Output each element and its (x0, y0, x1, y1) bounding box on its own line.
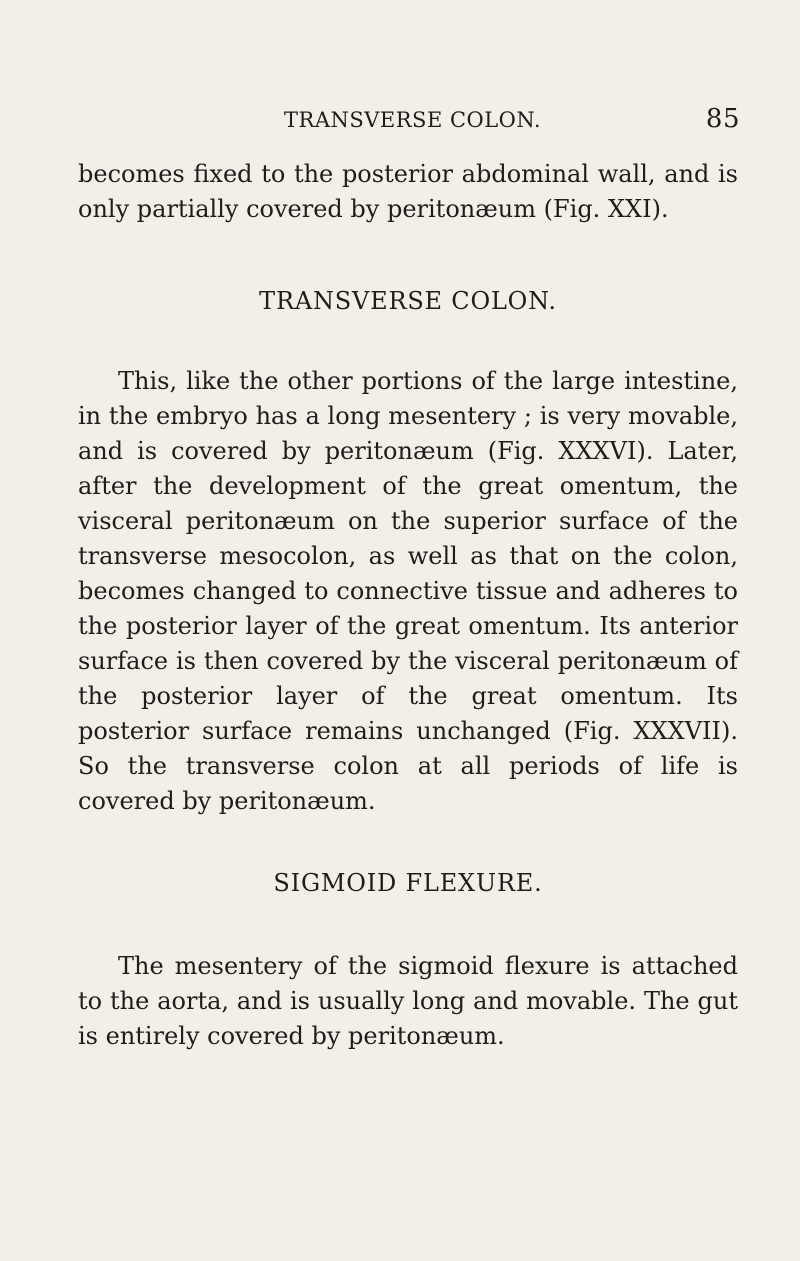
running-head (284, 104, 740, 144)
section-heading-transverse-colon: TRANSVERSE COLON. (259, 287, 557, 315)
paragraph-text: The mesentery of the sigmoid flexure is attached to the aorta, and is usually long and movable. The gut is entirely covered by peritonæum. (78, 952, 738, 1050)
running-head-title: TRANSVERSE COLON. (284, 108, 542, 132)
paragraph-transverse-colon (78, 364, 738, 819)
paragraph-sigmoid-flexure (78, 949, 738, 1054)
paragraph-intro (78, 157, 738, 227)
page-number: 85 (705, 104, 740, 134)
paragraph-text: becomes fixed to the posterior abdominal wall, and is only partially covered by peritonæum (Fig. XXI). (78, 160, 738, 223)
section-heading-sigmoid-flexure: SIGMOID FLEXURE. (273, 869, 543, 897)
paragraph-text: This, like the other portions of the large intestine, in the embryo has a long mesentery ; is very movable, and is covered by peritonæum (Fig. XXXVI). Later, after the development of the great omentum, the visceral peritonæum on the superior surface of the transverse mesocolon, as well as that on the colon, becomes changed to connective tissue and adheres to the posterior layer of the great omentum. Its anterior surface is then covered by the visceral peritonæum of the posterior layer of the great omentum. Its posterior surface remains unchanged (Fig. XXXVII). So the transverse colon at all periods of life is covered by peritonæum. (78, 367, 738, 815)
